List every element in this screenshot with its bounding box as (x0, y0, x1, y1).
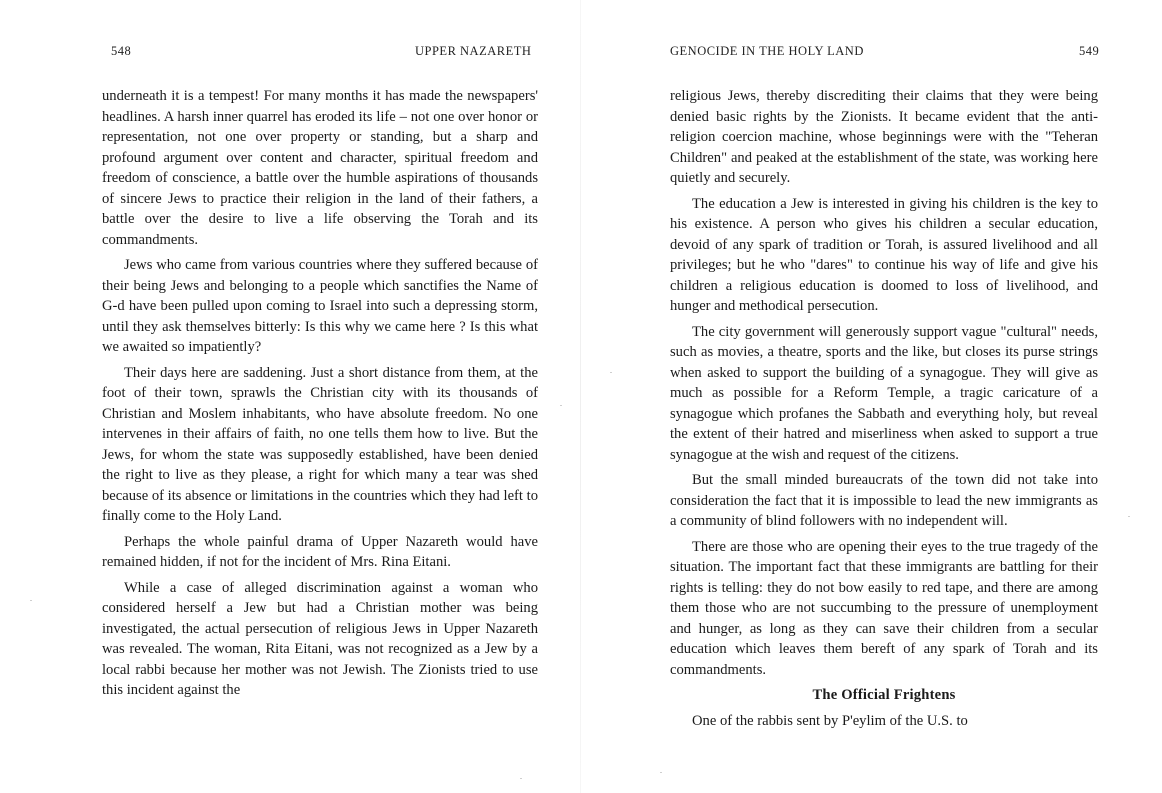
scan-speck (560, 405, 562, 406)
scan-speck (30, 600, 32, 601)
section-subheading: The Official Frightens (812, 687, 956, 703)
left-page-body (102, 86, 538, 701)
paragraph: There are those who are opening their eyes to the true tragedy of the situation. The important fact that these immigrants are battling for their rights is telling: they do not bow easily to red tape, and there are among them those who are not succumbing to the pressure of unemployment and hunger, as long as they can save their children from a secular education which leaves them bereft of any spark of Torah and its commandments. (670, 538, 1098, 678)
scan-speck (660, 772, 662, 773)
running-head-right: GENOCIDE IN THE HOLY LAND (670, 44, 864, 58)
paragraph: One of the rabbis sent by P'eylim of the U.S. to (692, 712, 968, 729)
paragraph: underneath it is a tempest! For many months it has made the newspapers' headlines. A harsh inner quarrel has eroded its life – not one over honor or representation, not one over property or standing, but a sharp and profound argument over content and character, spiritual freedom and freedom of conscience, a battle over the humble aspirations of thousands of sincere Jews to practice their religion in the land of their fathers, a battle over the desire to live a life observing the Torah and its commandments. (102, 88, 538, 248)
scan-speck (1128, 516, 1130, 517)
running-head-left: UPPER NAZARETH (415, 44, 532, 58)
page-number-right: 549 (1079, 44, 1100, 58)
page-number-left: 548 (111, 44, 132, 58)
paragraph: Perhaps the whole painful drama of Upper Nazareth would have remained hidden, if not for the incident of Mrs. Rina Eitani. (102, 533, 538, 570)
paragraph: religious Jews, thereby discrediting their claims that they were being denied basic rights by the Zionists. It became evident that the anti-religion coercion machine, whose beginnings were with the "Teheran Children" and peaked at the establishment of the state, was working here quietly and securely. (670, 88, 1098, 186)
scan-speck (610, 372, 612, 373)
paragraph: The city government will generously support vague "cultural" needs, such as movies, a theatre, sports and the like, but closes its purse strings when asked to support the building of a synagogue. They will give as much as possible for a Reform Temple, a tragic caricature of a synagogue which profanes the Sabbath and everything holy, but reveal the extent of their hatred and miserliness when asked to support a true synagogue at the wish and request of the citizens. (670, 323, 1098, 463)
right-page (581, 0, 1162, 793)
paragraph: Their days here are saddening. Just a short distance from them, at the foot of their town, sprawls the Christian city with its thousands of Christian and Moslem inhabitants, who have absolute freedom. No one intervenes in their affairs of faith, no one tells them how to live. But the Jews, for whom the state was supposedly established, have been denied the right to live as they please, a right for which many a tear was shed because of its absence or limitations in the countries which they had left to finally come to the Holy Land. (102, 364, 538, 524)
paragraph: The education a Jew is interested in giving his children is the key to his existence. A person who gives his children a secular education, devoid of any spark of tradition or Torah, is assured livelihood and all privileges; but he who "dares" to continue his way of life and give his children a religious education is doomed to loss of livelihood, and hunger and methodical persecution. (670, 195, 1098, 314)
right-page-body (670, 86, 1098, 731)
paragraph: While a case of alleged discrimination against a woman who considered herself a Jew but had a Christian mother was being investigated, the actual persecution of religious Jews in Upper Nazareth was revealed. The woman, Rita Eitani, was not recognized as a Jew by a local rabbi because her mother was not Jewish. The Zionists tried to use this incident against the (102, 579, 538, 698)
scan-speck (520, 778, 522, 779)
paragraph: But the small minded bureaucrats of the town did not take into consideration the fact that it is impossible to lead the new immigrants as a community of blind followers with no independent will. (670, 472, 1098, 529)
paragraph: Jews who came from various countries where they suffered because of their being Jews and belonging to a people which sanctifies the Name of G-d have been pulled upon coming to Israel into such a depressing storm, until they ask themselves bitterly: Is this why we came here ? Is this what we awaited so impatiently? (102, 257, 538, 355)
